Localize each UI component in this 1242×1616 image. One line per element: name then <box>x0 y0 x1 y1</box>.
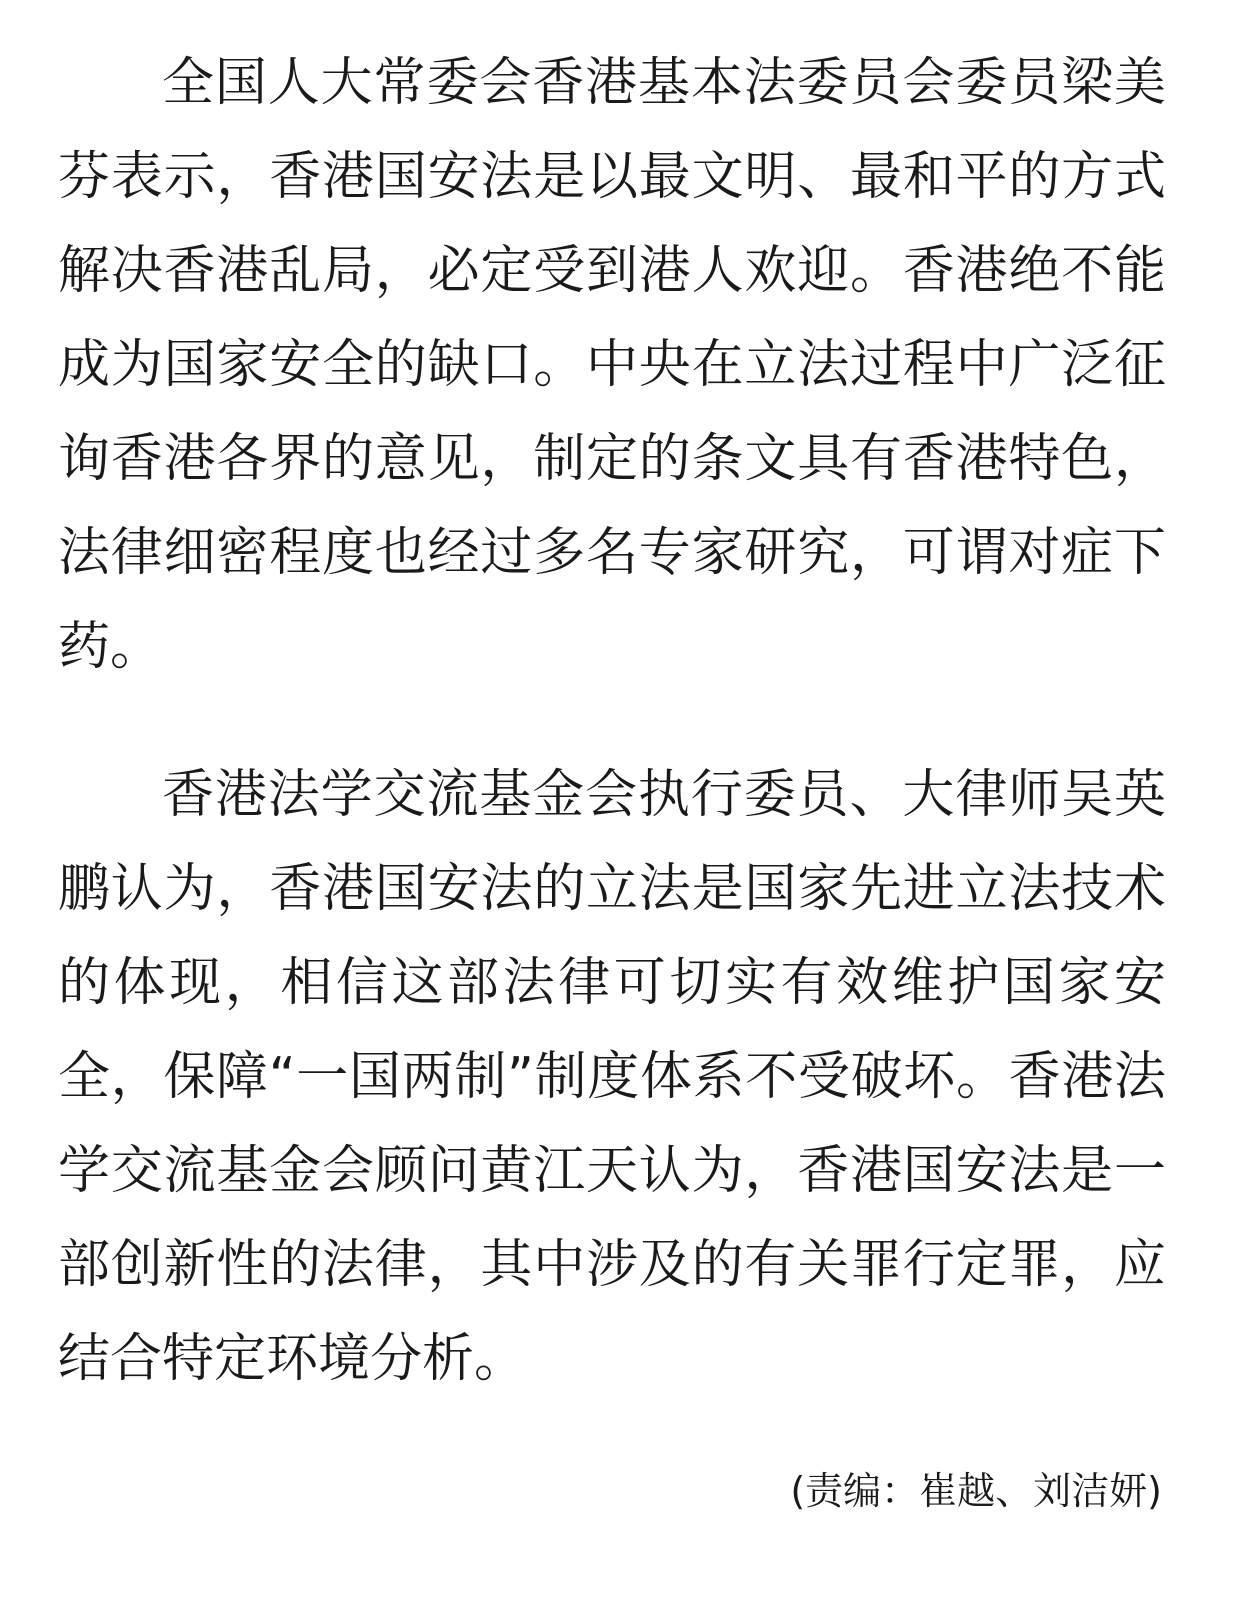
article-paragraph-1: 全国人大常委会香港基本法委员会委员梁美芬表示，香港国安法是以最文明、最和平的方式解决香港乱局，必定受到港人欢迎。香港绝不能成为国家安全的缺口。中央在立法过程中广泛征询香港各界的意见，制定的条文具有香港特色，法律细密程度也经过多名专家研究，可谓对症下药。 <box>58 53 1166 677</box>
article-body <box>58 36 1166 1406</box>
editor-credit: (责编：崔越、刘洁妍) <box>790 1469 1162 1513</box>
article-paragraph-2: 香港法学交流基金会执行委员、大律师吴英鹏认为，香港国安法的立法是国家先进立法技术的体现，相信这部法律可切实有效维护国家安全，保障“一国两制”制度体系不受破坏。香港法学交流基金会顾问黄江天认为，香港国安法是一部创新性的法律，其中涉及的有关罪行定罪，应结合特定环境分析。 <box>58 765 1166 1389</box>
